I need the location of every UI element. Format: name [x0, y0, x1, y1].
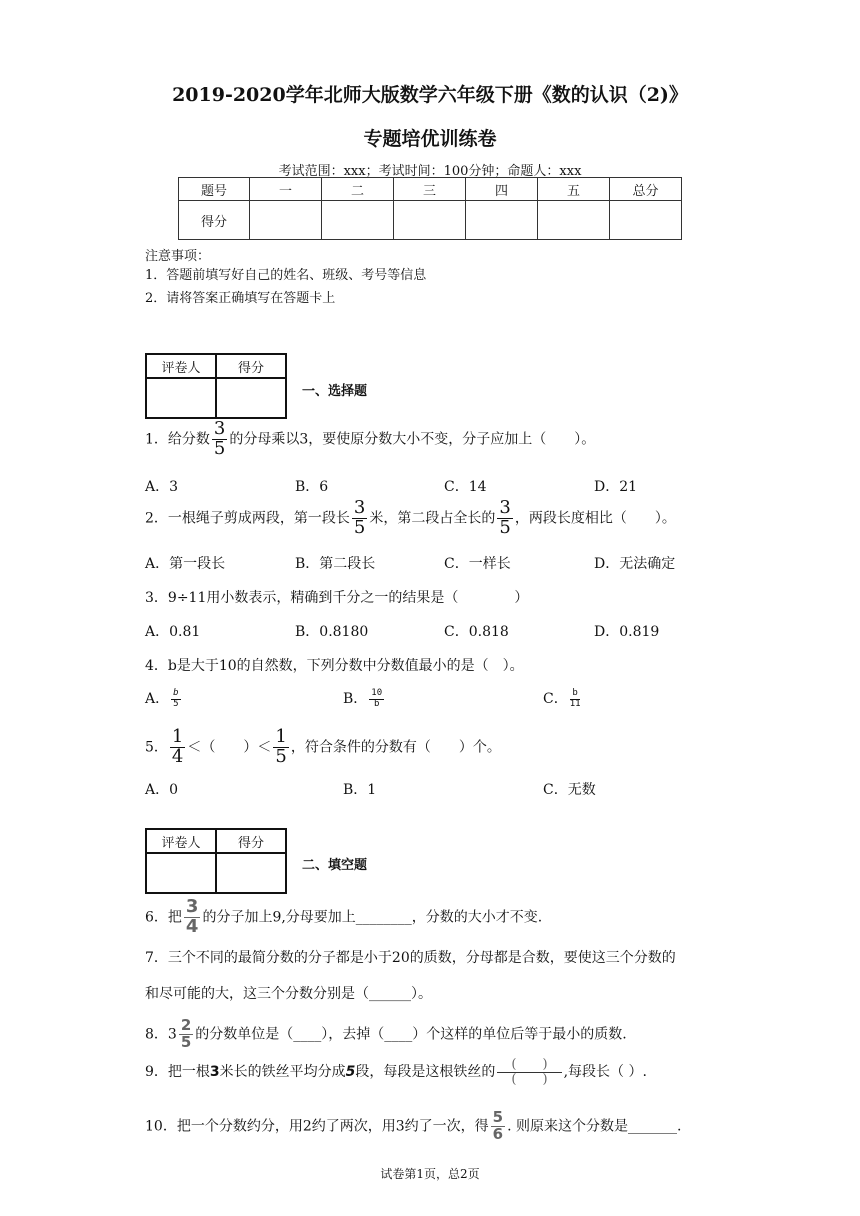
fraction: $\frac{3}{4}$ [185, 896, 199, 937]
notice-item: 2．请将答案正确填写在答题卡上 [145, 291, 336, 306]
question-8 [145, 1018, 627, 1051]
option-c[interactable]: C．无数 [543, 782, 596, 798]
grader-cell[interactable] [146, 378, 216, 418]
score-label: 得分 [216, 354, 286, 378]
grader-score-cell[interactable] [216, 853, 286, 893]
fraction: $\frac{10}{b}$ [371, 688, 383, 709]
question-text: 10．把一个分数约分，用2约了两次，用3约了一次，得 [145, 1118, 489, 1135]
exam-title: 2019-2020学年北师大版数学六年级下册《数的认识（2)》 [172, 84, 688, 106]
option-d[interactable]: D．0.819 [594, 624, 660, 640]
question-text: 的分子加上9,分母要加上________，分数的大小才不变. [202, 909, 543, 926]
grader-box [145, 353, 287, 419]
question-text: ＜（ ）＜ [187, 739, 272, 756]
option-d[interactable]: D．21 [594, 479, 638, 495]
question-text: ，符合条件的分数有（ ）个。 [290, 739, 501, 756]
page-footer: 试卷第1页，总2页 [380, 1167, 480, 1181]
score-row-label: 得分 [179, 201, 250, 240]
score-header-cell: 总分 [610, 178, 682, 201]
score-header-cell: 一 [250, 178, 322, 201]
option-a[interactable]: A．0 [145, 782, 179, 798]
option-b[interactable]: B．1 [343, 782, 377, 798]
fraction: $\frac{b}{11}$ [569, 688, 581, 709]
option-b[interactable]: B．第二段长 [295, 556, 376, 572]
question-text: 1．给分数 [145, 431, 210, 448]
score-cell[interactable] [538, 201, 610, 240]
question-text: 8．3 [145, 1026, 177, 1043]
score-cell[interactable] [610, 201, 682, 240]
fraction: $\frac{5}{6}$ [492, 1108, 504, 1143]
score-header-cell: 四 [466, 178, 538, 201]
score-cell[interactable] [322, 201, 394, 240]
fraction: $\frac{3}{5}$ [499, 497, 511, 538]
score-table-header-row [179, 178, 682, 201]
fraction: $\frac{3}{5}$ [213, 418, 226, 459]
option-a[interactable]: A． $\frac{b}{5}$ [145, 688, 179, 709]
section-title: 二、填空题 [302, 858, 368, 873]
option-b[interactable]: B．0.8180 [295, 624, 369, 640]
score-header-cell: 题号 [179, 178, 250, 201]
fraction: $\frac{3}{5}$ [353, 497, 366, 538]
question-2 [145, 499, 676, 538]
question-text: . 则原来这个分数是_______. [507, 1118, 682, 1135]
option-b[interactable]: B． $\frac{10}{b}$ [343, 688, 383, 709]
score-header-cell: 三 [394, 178, 466, 201]
question-text: 米，第二段占全长的 [369, 510, 496, 527]
question-text: ，两段长度相比（ ）。 [514, 510, 676, 527]
question-7-line2: 和尽可能的大，这三个分数分别是（______）。 [145, 986, 432, 1002]
question-text: 9．把一根 [145, 1064, 210, 1081]
grader-cell[interactable] [146, 853, 216, 893]
score-table-row [179, 201, 682, 240]
question-10 [145, 1110, 681, 1143]
question-text: ,每段长（ ）. [563, 1064, 647, 1081]
notice-item: 1．答题前填写好自己的姓名、班级、考号等信息 [145, 268, 427, 283]
exam-info: 考试范围：xxx；考试时间：100分钟；命题人：xxx [278, 164, 582, 179]
fraction-blank[interactable]: $\frac{( )}{( )}$ [497, 1058, 561, 1086]
question-7-line1: 7．三个不同的最简分数的分子都是小于20的质数，分母都是合数，要使这三个分数的 [145, 950, 676, 966]
question-text: 5． [145, 739, 168, 756]
grader-label: 评卷人 [146, 354, 216, 378]
fraction: $\frac{b}{5}$ [173, 688, 179, 709]
question-3: 3．9÷11用小数表示，精确到千分之一的结果是（ ） [145, 590, 529, 606]
score-header-cell: 二 [322, 178, 394, 201]
exam-subtitle: 专题培优训练卷 [363, 128, 497, 150]
score-cell[interactable] [250, 201, 322, 240]
option-c[interactable]: C．14 [444, 479, 487, 495]
question-5 [145, 728, 501, 767]
section-title: 一、选择题 [302, 384, 368, 399]
option-c[interactable]: C．一样长 [444, 556, 511, 572]
fraction: $\frac{1}{4}$ [171, 726, 184, 767]
score-header-cell: 五 [538, 178, 610, 201]
score-cell[interactable] [466, 201, 538, 240]
notice-title: 注意事项： [145, 249, 211, 264]
question-text: 的分母乘以3，要使原分数大小不变，分子应加上（ ）。 [229, 431, 596, 448]
option-a[interactable]: A．0.81 [145, 624, 201, 640]
question-text: 的分数单位是（____），去掉（____）个这样的单位后等于最小的质数. [195, 1026, 627, 1043]
question-4: 4．b是大于10的自然数，下列分数中分数值最小的是（ ）。 [145, 658, 524, 674]
grader-score-cell[interactable] [216, 378, 286, 418]
option-b[interactable]: B．6 [295, 479, 329, 495]
question-text: 6．把 [145, 909, 182, 926]
score-label: 得分 [216, 829, 286, 853]
option-a[interactable]: A．第一段长 [145, 556, 226, 572]
grader-box [145, 828, 287, 894]
score-table [178, 177, 682, 240]
option-a[interactable]: A．3 [145, 479, 179, 495]
fraction: $\frac{2}{5}$ [180, 1016, 192, 1051]
fraction: $\frac{1}{5}$ [275, 726, 287, 767]
question-text: 2．一根绳子剪成两段，第一段长 [145, 510, 350, 527]
question-1 [145, 420, 595, 459]
question-text: 米长的铁丝平均分成 [219, 1064, 346, 1081]
grader-label: 评卷人 [146, 829, 216, 853]
question-6 [145, 898, 542, 937]
option-c[interactable]: C．0.818 [444, 624, 509, 640]
score-cell[interactable] [394, 201, 466, 240]
question-9: 9．把一根3米长的铁丝平均分成5段，每段是这根铁丝的 $\frac{( )}{( )}$ ,每段长（ ）. [145, 1057, 647, 1087]
option-d[interactable]: D．无法确定 [594, 556, 676, 572]
question-text: 段，每段是这根铁丝的 [355, 1064, 496, 1081]
option-c[interactable]: C． $\frac{b}{11}$ [543, 688, 581, 709]
